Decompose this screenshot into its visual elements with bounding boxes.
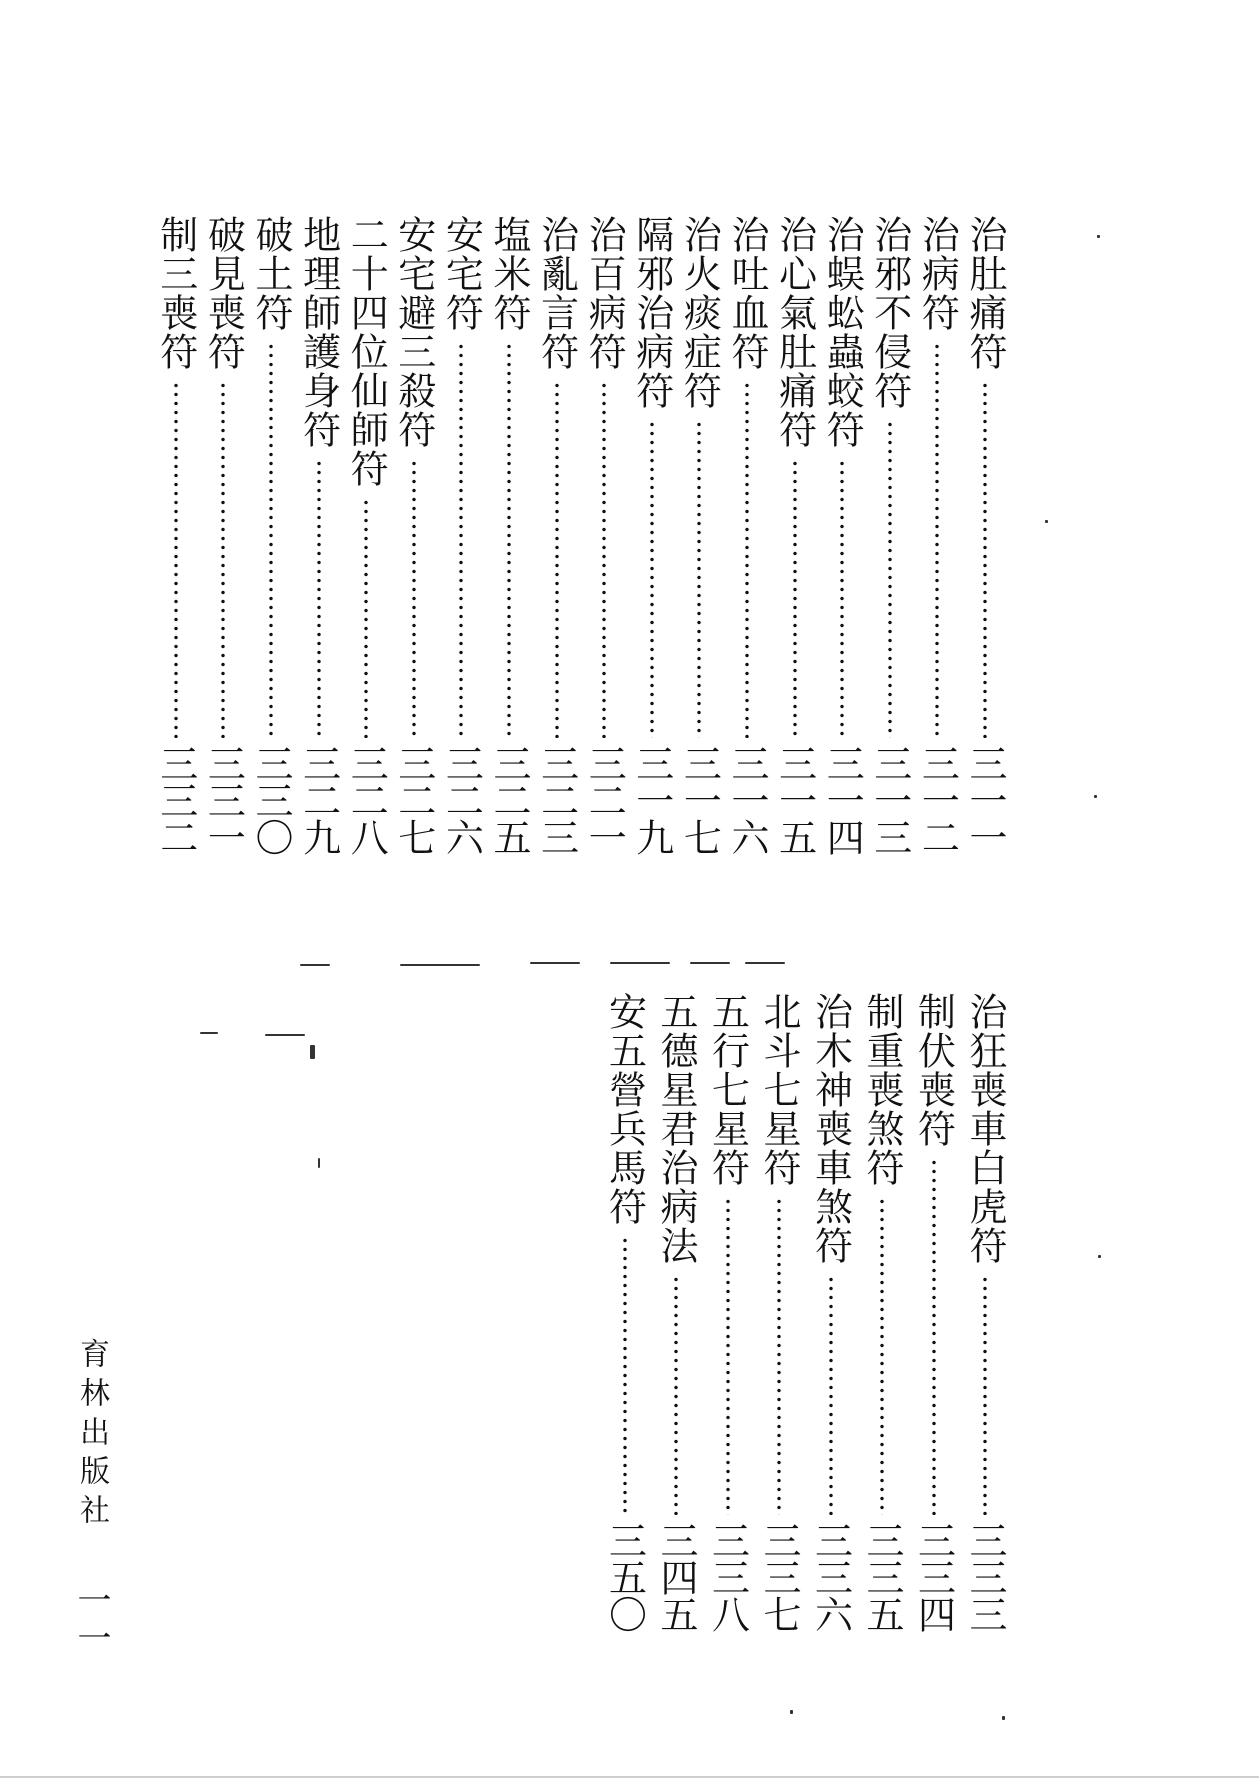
toc-dot-leader	[777, 1197, 781, 1515]
toc-dot-leader	[364, 498, 368, 738]
toc-entry-upper	[772, 215, 818, 855]
toc-entry-title: 安宅符	[439, 215, 484, 332]
toc-entry-lower	[911, 992, 957, 1632]
toc-dot-leader	[650, 420, 654, 738]
toc-entry-title: 制重喪煞符	[860, 992, 904, 1187]
toc-entry-page: 三二六	[439, 744, 484, 855]
toc-entry-upper	[296, 215, 342, 855]
toc-entry-title: 破土符	[249, 215, 293, 332]
toc-entry-upper	[819, 215, 865, 855]
toc-dot-leader	[935, 342, 939, 738]
scan-speck	[310, 1045, 315, 1059]
toc-entry-lower	[602, 992, 648, 1632]
toc-entry-title: 治病符	[915, 215, 960, 332]
toc-entry-page: 三二九	[296, 744, 341, 855]
toc-dot-leader	[745, 381, 749, 738]
toc-dot-leader	[602, 381, 606, 738]
toc-entry-upper	[676, 215, 722, 855]
toc-entry-title: 二十四位仙師符	[344, 215, 389, 488]
toc-entry-page: 三五〇	[602, 1521, 647, 1632]
toc-dot-leader	[221, 381, 225, 738]
toc-entry-upper	[629, 215, 675, 855]
toc-entry-page: 三三一	[201, 744, 246, 855]
toc-entry-title: 治肚痛符	[963, 215, 1007, 371]
toc-entry-title: 治吐血符	[725, 215, 769, 371]
toc-entry-upper	[343, 215, 389, 855]
scan-speck	[265, 1034, 305, 1036]
scan-speck	[400, 964, 480, 966]
scan-speck	[610, 962, 670, 964]
toc-dot-leader	[793, 459, 797, 738]
toc-entry-page: 三三五	[860, 1521, 904, 1632]
toc-entry-title: 治木神喪車煞符	[808, 992, 853, 1265]
toc-entry-lower	[756, 992, 802, 1632]
page-number: 一一	[71, 1582, 111, 1658]
toc-entry-page: 三一一	[963, 744, 1007, 855]
toc-entry-upper	[914, 215, 960, 855]
toc-entry-upper	[867, 215, 913, 855]
toc-entry-upper	[962, 215, 1008, 855]
toc-entry-page: 三三〇	[249, 744, 293, 855]
toc-entry-title: 治狂喪車白虎符	[963, 992, 1007, 1265]
toc-entry-title: 五德星君治病法	[654, 992, 698, 1265]
toc-entry-title: 北斗七星符	[757, 992, 801, 1187]
toc-entry-upper	[391, 215, 437, 855]
toc-entry-page: 三一七	[677, 744, 722, 855]
toc-entry-page: 三二七	[391, 744, 436, 855]
toc-entry-page: 三二五	[487, 744, 531, 855]
scan-speck	[530, 962, 580, 964]
toc-entry-page: 三三七	[757, 1521, 801, 1632]
toc-entry-upper	[200, 215, 246, 855]
toc-dot-leader	[983, 381, 987, 738]
scan-speck	[690, 962, 730, 964]
scan-speck	[1045, 520, 1048, 523]
toc-dot-leader	[888, 420, 892, 738]
toc-entry-title: 安宅避三殺符	[391, 215, 436, 449]
toc-entry-upper	[153, 215, 199, 855]
toc-entry-lower	[859, 992, 905, 1632]
toc-dot-leader	[507, 342, 511, 738]
toc-entry-page: 三四五	[654, 1521, 698, 1632]
scan-speck	[745, 962, 785, 964]
scan-speck	[300, 964, 330, 966]
toc-entry-upper	[724, 215, 770, 855]
toc-entry-page: 三二三	[534, 744, 579, 855]
toc-entry-lower	[653, 992, 699, 1632]
toc-dot-leader	[674, 1275, 678, 1515]
toc-entry-title: 治百病符	[582, 215, 627, 371]
scan-speck	[1097, 235, 1100, 238]
toc-entry-title: 地理師護身符	[296, 215, 341, 449]
toc-entry-upper	[581, 215, 627, 855]
toc-dot-leader	[412, 459, 416, 738]
toc-entry-lower	[962, 992, 1008, 1632]
toc-dot-leader	[840, 459, 844, 738]
toc-entry-page: 三三二	[153, 744, 198, 855]
toc-entry-title: 塩米符	[487, 215, 531, 332]
toc-entry-page: 三一三	[867, 744, 912, 855]
toc-entry-title: 安五營兵馬符	[602, 992, 647, 1226]
toc-entry-page: 三一六	[725, 744, 769, 855]
toc-entry-title: 制三喪符	[153, 215, 198, 371]
toc-entry-page: 三三四	[911, 1521, 956, 1632]
toc-entry-page: 三三三	[963, 1521, 1007, 1632]
toc-entry-title: 治火痰症符	[677, 215, 722, 410]
toc-entry-title: 五行七星符	[705, 992, 750, 1187]
toc-entry-page: 三二八	[344, 744, 389, 855]
toc-dot-leader	[880, 1197, 884, 1515]
toc-entry-upper	[534, 215, 580, 855]
toc-entry-page: 三三八	[705, 1521, 750, 1632]
toc-entry-page: 三一二	[915, 744, 960, 855]
toc-entry-title: 制伏喪符	[911, 992, 956, 1148]
scan-speck	[318, 1158, 320, 1168]
toc-entry-title: 隔邪治病符	[629, 215, 674, 410]
toc-dot-leader	[697, 420, 701, 738]
toc-entry-title: 治蜈蚣蟲蛟符	[820, 215, 865, 449]
toc-dot-leader	[317, 459, 321, 738]
toc-dot-leader	[174, 381, 178, 738]
toc-entry-page: 三一九	[629, 744, 674, 855]
toc-entry-upper	[486, 215, 532, 855]
toc-entry-title: 治邪不侵符	[867, 215, 912, 410]
toc-dot-leader	[983, 1275, 987, 1515]
toc-entry-title: 破見喪符	[201, 215, 246, 371]
toc-entry-upper	[438, 215, 484, 855]
toc-entry-page: 三二一	[582, 744, 627, 855]
toc-entry-lower	[808, 992, 854, 1632]
scan-speck	[790, 1710, 793, 1714]
toc-entry-page: 三一五	[772, 744, 817, 855]
scan-speck	[200, 1032, 218, 1034]
toc-entry-title: 治亂言符	[534, 215, 579, 371]
toc-dot-leader	[623, 1236, 627, 1515]
toc-entry-title: 治心氣肚痛符	[772, 215, 817, 449]
scan-speck	[1094, 795, 1097, 798]
toc-entry-page: 三一四	[820, 744, 865, 855]
toc-entry-lower	[705, 992, 751, 1632]
toc-dot-leader	[829, 1275, 833, 1515]
toc-dot-leader	[555, 381, 559, 738]
toc-entry-upper	[248, 215, 294, 855]
toc-dot-leader	[932, 1158, 936, 1515]
publisher-name: 育林出版社	[74, 1338, 109, 1533]
scan-speck	[1098, 1255, 1101, 1258]
scan-speck	[1002, 1716, 1005, 1720]
toc-dot-leader	[726, 1197, 730, 1515]
page-bottom-edge	[0, 1776, 1259, 1778]
toc-entry-page: 三三六	[808, 1521, 853, 1632]
toc-dot-leader	[459, 342, 463, 738]
toc-dot-leader	[269, 342, 273, 738]
